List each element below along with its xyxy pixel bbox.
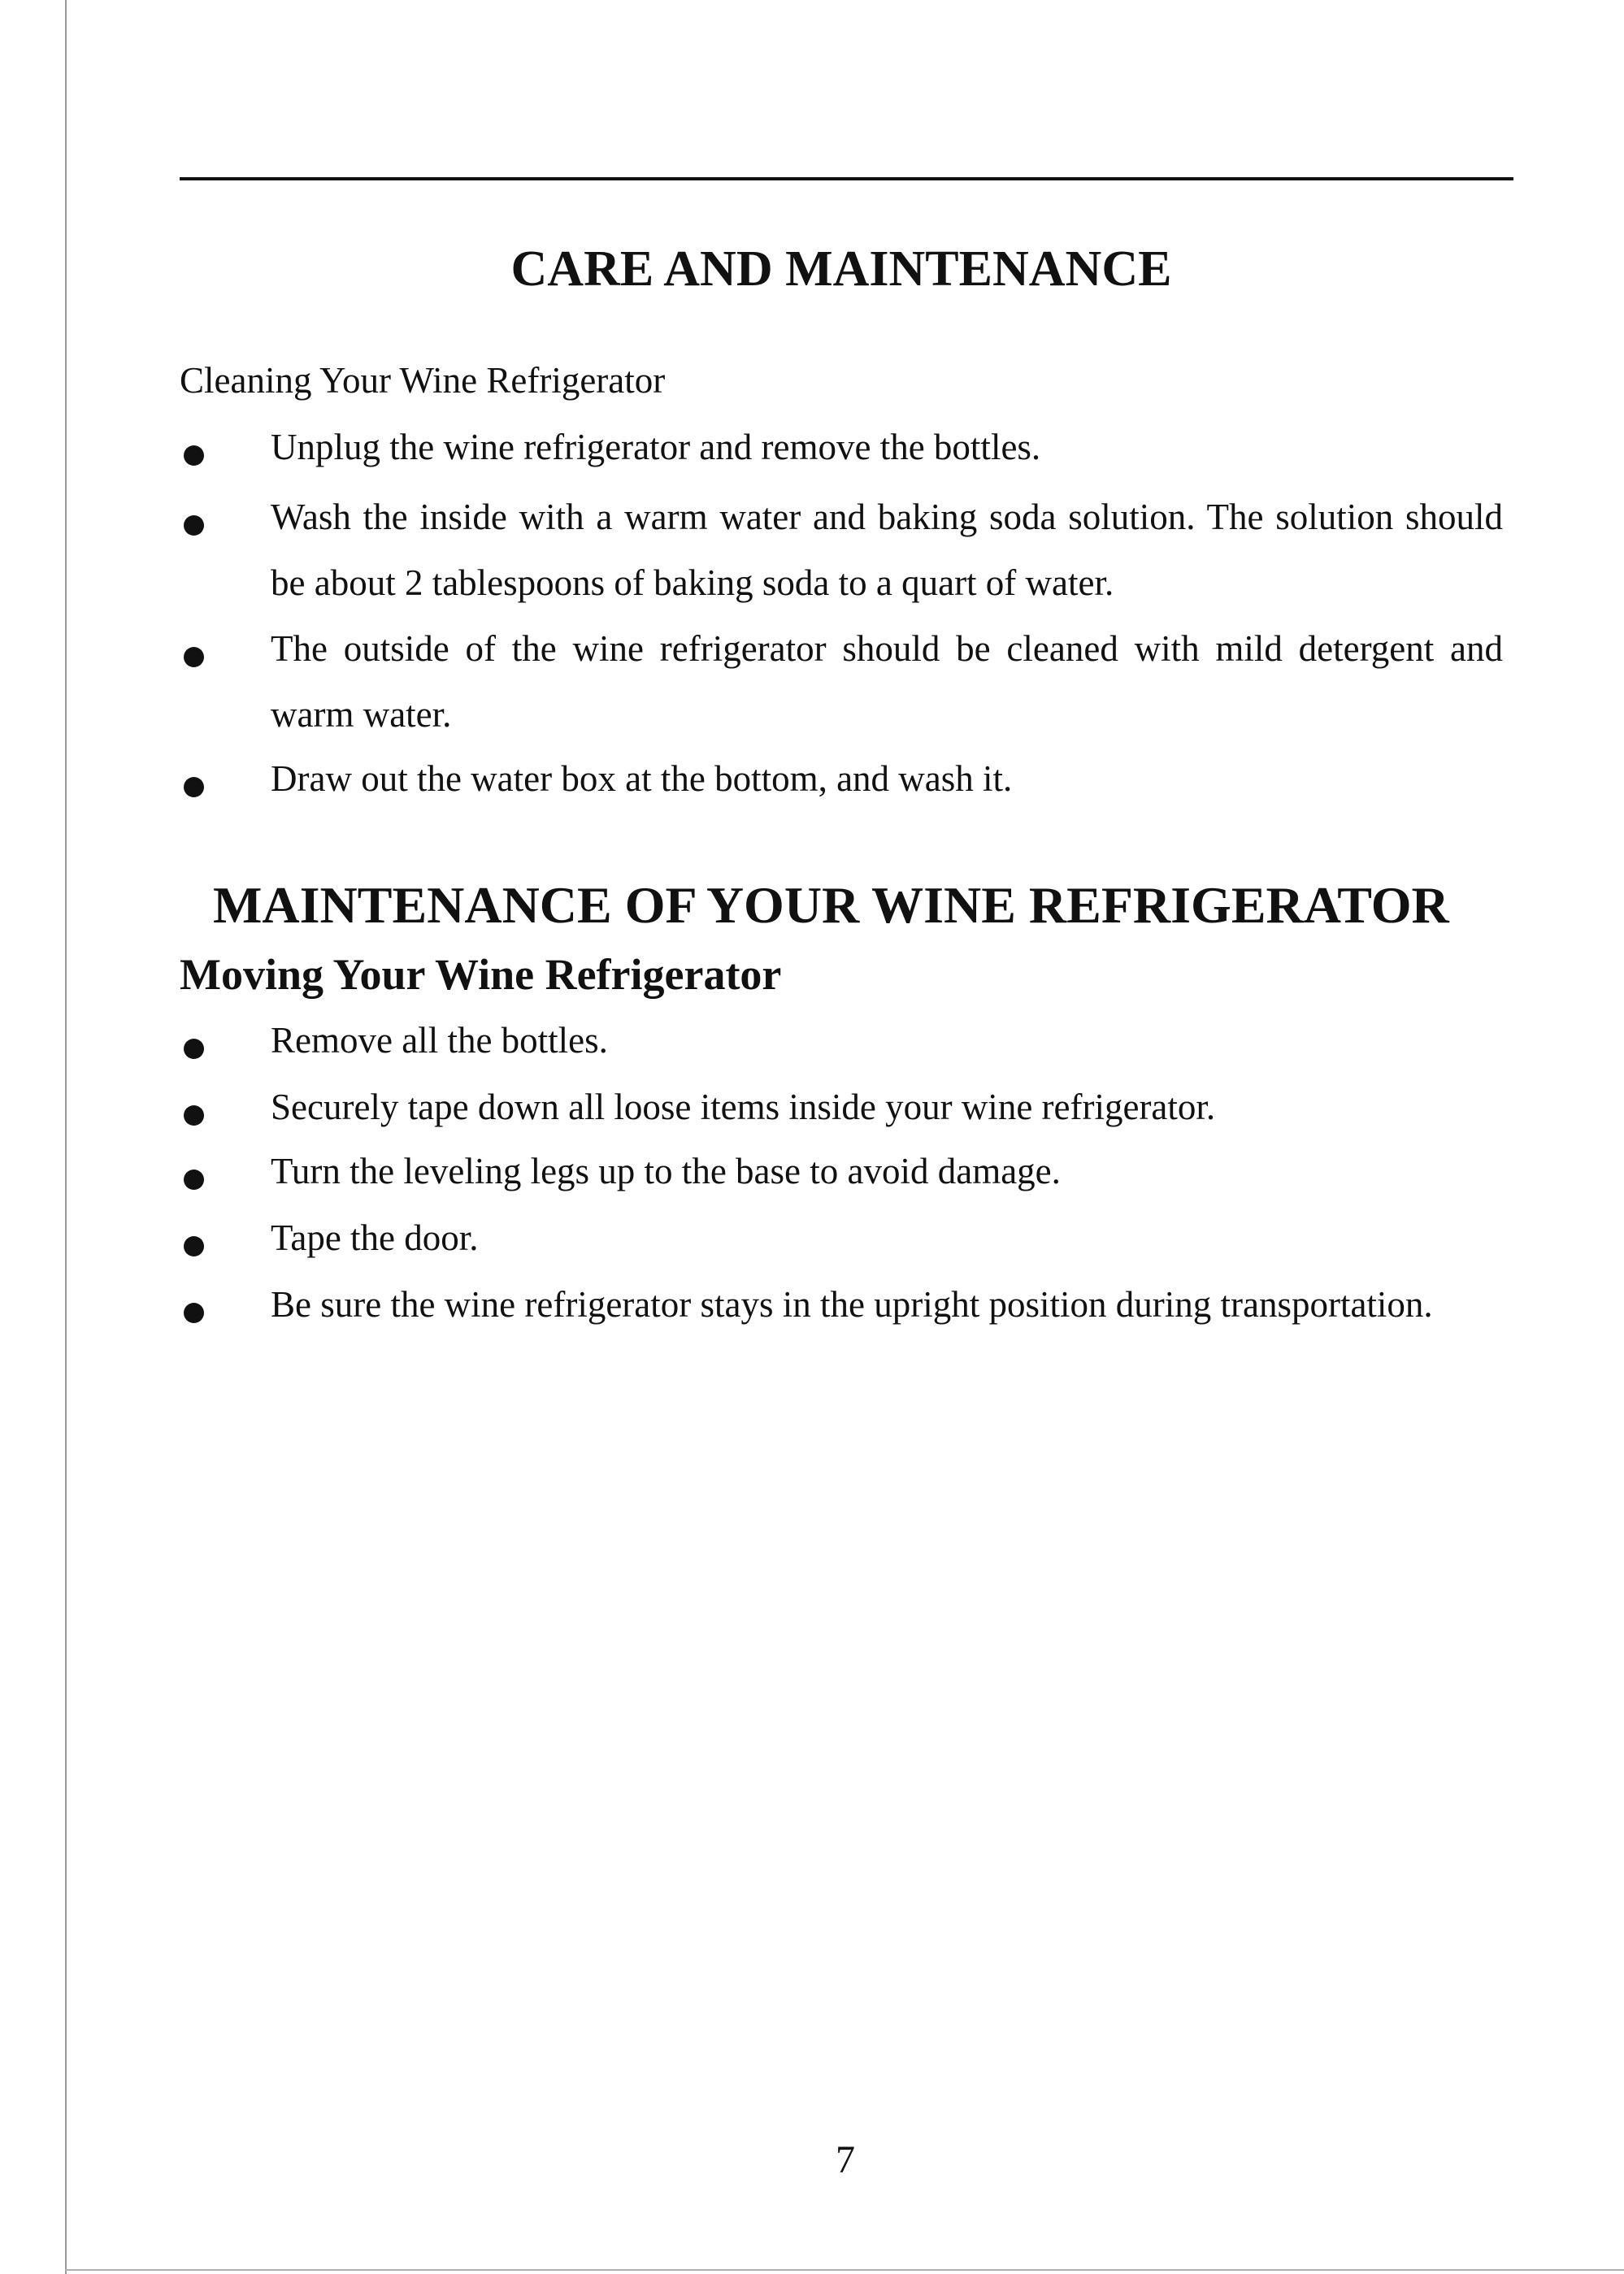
- bullet-text: Securely tape down all loose items inside your wine refrigerator.: [271, 1087, 1216, 1127]
- bullet-icon: [184, 515, 204, 536]
- list-item: [0, 1074, 1624, 1139]
- moving-subheading: Moving Your Wine Refrigerator: [180, 950, 782, 999]
- cleaning-subheading: Cleaning Your Wine Refrigerator: [180, 360, 666, 401]
- bullet-text: Unplug the wine refrigerator and remove the bottles.: [271, 427, 1041, 467]
- bullet-icon: [184, 1105, 204, 1126]
- care-maintenance-heading: CARE AND MAINTENANCE: [510, 241, 1172, 297]
- bullet-icon: [184, 647, 204, 667]
- bullet-text: The outside of the wine refrigerator should be cleaned with mild detergent and warm water.: [271, 628, 1503, 735]
- bullet-icon: [184, 1303, 204, 1323]
- page-number: 7: [836, 2138, 855, 2181]
- list-item: [0, 484, 1624, 603]
- bullet-text: Wash the inside with a warm water and baking soda solution. The solution should be about 2 tablespoons of baking soda to a quart of water.: [271, 497, 1503, 603]
- page-bottom-edge: [65, 2269, 1624, 2271]
- list-item: [0, 746, 1624, 811]
- list-item: [0, 1205, 1624, 1270]
- bullet-icon: [184, 1170, 204, 1190]
- list-item: [0, 1008, 1624, 1073]
- list-item: [0, 414, 1624, 480]
- bullet-icon: [184, 445, 204, 466]
- bullet-text: Draw out the water box at the bottom, and wash it.: [271, 758, 1013, 799]
- bullet-icon: [184, 1039, 204, 1059]
- list-item: [0, 1272, 1624, 1337]
- bullet-text: Tape the door.: [271, 1217, 479, 1258]
- maintenance-heading: MAINTENANCE OF YOUR WINE REFRIGERATOR: [213, 876, 1449, 934]
- list-item: [0, 1139, 1624, 1204]
- bullet-text: Be sure the wine refrigerator stays in the upright position during transportation.: [271, 1284, 1433, 1325]
- top-horizontal-rule: [180, 177, 1513, 180]
- bullet-text: Turn the leveling legs up to the base to avoid damage.: [271, 1151, 1061, 1191]
- bullet-icon: [184, 1236, 204, 1256]
- bullet-text: Remove all the bottles.: [271, 1020, 608, 1061]
- bullet-icon: [184, 777, 204, 797]
- list-item: [0, 616, 1624, 735]
